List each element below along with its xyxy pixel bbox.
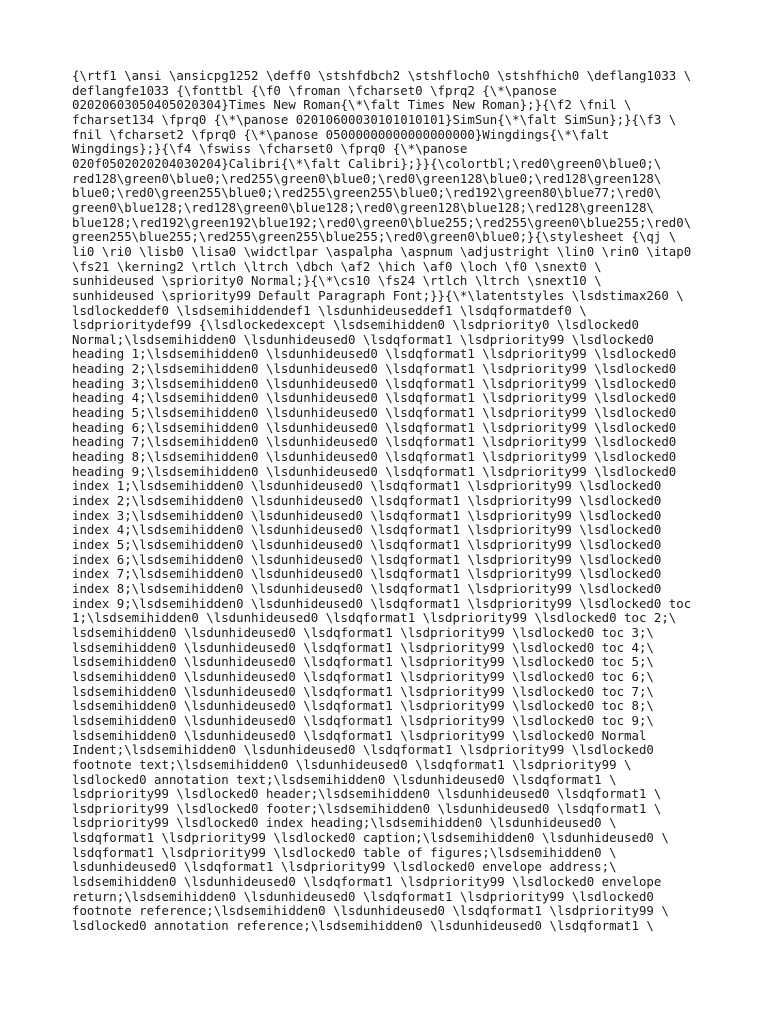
document-text-line: {\rtf1 \ansi \ansicpg1252 \deff0 \stshfdbch2 \stshfloch0 \stshfhich0 \deflang1033 \ xyxy=(72,68,692,83)
document-text-line: lsdpriority99 \lsdlocked0 footer;\lsdsemihidden0 \lsdunhideused0 \lsdqformat1 \ xyxy=(72,800,662,816)
document-text-line: green255\blue255;\red255\green255\blue255;\red0\green0\blue0;}{\stylesheet {\qj \ xyxy=(72,229,677,245)
document-text-line: sunhideused \spriority0 Normal;}{\*\cs10 \fs24 \rtlch \ltrch \snext10 \ xyxy=(72,273,602,289)
document-text-line: red128\green0\blue0;\red255\green0\blue0;\red0\green128\blue0;\red128\green128\ xyxy=(72,170,662,186)
document-text-line: heading 7;\lsdsemihidden0 \lsdunhideused0 \lsdqformat1 \lsdpriority99 \lsdlocked0 xyxy=(72,434,677,450)
document-text-line: index 4;\lsdsemihidden0 \lsdunhideused0 \lsdqformat1 \lsdpriority99 \lsdlocked0 xyxy=(72,522,662,538)
document-text-line: lsdpriority99 \lsdlocked0 header;\lsdsemihidden0 \lsdunhideused0 \lsdqformat1 \ xyxy=(72,786,662,802)
document-body xyxy=(72,69,708,934)
document-text-line: lsdunhideused0 \lsdqformat1 \lsdpriority99 \lsdlocked0 envelope address;\ xyxy=(72,859,617,875)
document-text-line: footnote text;\lsdsemihidden0 \lsdunhideused0 \lsdqformat1 \lsdpriority99 \ xyxy=(72,756,632,772)
document-text-line: index 1;\lsdsemihidden0 \lsdunhideused0 \lsdqformat1 \lsdpriority99 \lsdlocked0 xyxy=(72,478,662,494)
document-text-line: green0\blue128;\red128\green0\blue128;\red0\green128\blue128;\red128\green128\ xyxy=(72,199,654,215)
document-text-line: heading 4;\lsdsemihidden0 \lsdunhideused0 \lsdqformat1 \lsdpriority99 \lsdlocked0 xyxy=(72,390,677,406)
document-text-line: \fs21 \kerning2 \rtlch \ltrch \dbch \af2 \hich \af0 \loch \f0 \snext0 \ xyxy=(72,258,602,274)
document-text-line: heading 6;\lsdsemihidden0 \lsdunhideused0 \lsdqformat1 \lsdpriority99 \lsdlocked0 xyxy=(72,419,677,435)
document-text-line: footnote reference;\lsdsemihidden0 \lsdunhideused0 \lsdqformat1 \lsdpriority99 \ xyxy=(72,903,669,919)
document-text-line: fnil \fcharset2 \fprq0 {\*\panose 05000000000000000000}Wingdings{\*\falt xyxy=(72,126,610,142)
document-text-line: Normal;\lsdsemihidden0 \lsdunhideused0 \lsdqformat1 \lsdpriority99 \lsdlocked0 xyxy=(72,331,654,347)
document-text-line: index 8;\lsdsemihidden0 \lsdunhideused0 \lsdqformat1 \lsdpriority99 \lsdlocked0 xyxy=(72,580,662,596)
document-text-line: blue0;\red0\green255\blue0;\red255\green255\blue0;\red192\green80\blue77;\red0\ xyxy=(72,185,662,201)
document-text-line: deflangfe1033 {\fonttbl {\f0 \froman \fcharset0 \fprq2 {\*\panose xyxy=(72,82,557,98)
document-text-line: index 9;\lsdsemihidden0 \lsdunhideused0 \lsdqformat1 \lsdpriority99 \lsdlocked0 toc xyxy=(72,595,692,611)
document-text-line: 1;\lsdsemihidden0 \lsdunhideused0 \lsdqformat1 \lsdpriority99 \lsdlocked0 toc 2;\ xyxy=(72,610,677,626)
document-text-line: lsdpriority99 \lsdlocked0 index heading;\lsdsemihidden0 \lsdunhideused0 \ xyxy=(72,815,617,831)
document-text-line: lsdlockeddef0 \lsdsemihiddendef1 \lsdunhideuseddef1 \lsdqformatdef0 \ xyxy=(72,302,587,318)
document-text-line: blue128;\red192\green192\blue192;\red0\green0\blue255;\red255\green0\blue255;\red0\ xyxy=(72,214,692,230)
document-text-line: index 6;\lsdsemihidden0 \lsdunhideused0 \lsdqformat1 \lsdpriority99 \lsdlocked0 xyxy=(72,551,662,567)
document-text-line: return;\lsdsemihidden0 \lsdunhideused0 \lsdqformat1 \lsdpriority99 \lsdlocked0 xyxy=(72,888,654,904)
document-text-line: lsdsemihidden0 \lsdunhideused0 \lsdqformat1 \lsdpriority99 \lsdlocked0 envelope xyxy=(72,874,662,890)
document-text-line: lsdsemihidden0 \lsdunhideused0 \lsdqformat1 \lsdpriority99 \lsdlocked0 toc 7;\ xyxy=(72,683,654,699)
document-text-line: fcharset134 \fprq0 {\*\panose 02010600030101010101}SimSun{\*\falt SimSun};}{\f3 \ xyxy=(72,111,677,127)
document-text-line: index 5;\lsdsemihidden0 \lsdunhideused0 \lsdqformat1 \lsdpriority99 \lsdlocked0 xyxy=(72,537,662,552)
document-text-line: lsdsemihidden0 \lsdunhideused0 \lsdqformat1 \lsdpriority99 \lsdlocked0 Normal xyxy=(72,727,647,743)
document-text-line: sunhideused \spriority99 Default Paragraph Font;}}{\*\latentstyles \lsdstimax260 \ xyxy=(72,287,684,303)
document-text-line: lsdqformat1 \lsdpriority99 \lsdlocked0 table of figures;\lsdsemihidden0 \ xyxy=(72,844,617,860)
document-text-line: heading 1;\lsdsemihidden0 \lsdunhideused0 \lsdqformat1 \lsdpriority99 \lsdlocked0 xyxy=(72,346,677,362)
document-text-line: lsdsemihidden0 \lsdunhideused0 \lsdqformat1 \lsdpriority99 \lsdlocked0 toc 3;\ xyxy=(72,624,654,640)
document-text-line: Indent;\lsdsemihidden0 \lsdunhideused0 \lsdqformat1 \lsdpriority99 \lsdlocked0 xyxy=(72,742,654,758)
document-text-line: 02020603050405020304}Times New Roman{\*\falt Times New Roman};}{\f2 \fnil \ xyxy=(72,97,632,113)
document-text-line: heading 9;\lsdsemihidden0 \lsdunhideused0 \lsdqformat1 \lsdpriority99 \lsdlocked0 xyxy=(72,463,677,479)
document-text-line: lsdsemihidden0 \lsdunhideused0 \lsdqformat1 \lsdpriority99 \lsdlocked0 toc 9;\ xyxy=(72,712,654,728)
document-text-line: 020f0502020204030204}Calibri{\*\falt Calibri};}}{\colortbl;\red0\green0\blue0;\ xyxy=(72,155,662,171)
document-text-line: li0 \ri0 \lisb0 \lisa0 \widctlpar \aspalpha \aspnum \adjustright \lin0 \rin0 \itap0 xyxy=(72,243,692,259)
document-text-line: lsdqformat1 \lsdpriority99 \lsdlocked0 caption;\lsdsemihidden0 \lsdunhideused0 \ xyxy=(72,830,669,846)
document-text-line: heading 2;\lsdsemihidden0 \lsdunhideused0 \lsdqformat1 \lsdpriority99 \lsdlocked0 xyxy=(72,361,677,377)
document-text-line: lsdlocked0 annotation text;\lsdsemihidden0 \lsdunhideused0 \lsdqformat1 \ xyxy=(72,771,617,787)
document-text-line: heading 5;\lsdsemihidden0 \lsdunhideused0 \lsdqformat1 \lsdpriority99 \lsdlocked0 xyxy=(72,405,677,421)
document-text-line: index 7;\lsdsemihidden0 \lsdunhideused0 \lsdqformat1 \lsdpriority99 \lsdlocked0 xyxy=(72,566,662,582)
document-text-line: Wingdings};}{\f4 \fswiss \fcharset0 \fprq0 {\*\panose xyxy=(72,141,468,157)
document-text-line: lsdlocked0 annotation reference;\lsdsemihidden0 \lsdunhideused0 \lsdqformat1 \ xyxy=(72,918,654,934)
document-text-line: lsdprioritydef99 {\lsdlockedexcept \lsdsemihidden0 \lsdpriority0 \lsdlocked0 xyxy=(72,317,639,333)
document-text-line: index 3;\lsdsemihidden0 \lsdunhideused0 \lsdqformat1 \lsdpriority99 \lsdlocked0 xyxy=(72,507,662,523)
document-text-line: lsdsemihidden0 \lsdunhideused0 \lsdqformat1 \lsdpriority99 \lsdlocked0 toc 4;\ xyxy=(72,639,654,655)
document-text-line: lsdsemihidden0 \lsdunhideused0 \lsdqformat1 \lsdpriority99 \lsdlocked0 toc 5;\ xyxy=(72,654,654,670)
document-text-line: heading 3;\lsdsemihidden0 \lsdunhideused0 \lsdqformat1 \lsdpriority99 \lsdlocked0 xyxy=(72,375,677,391)
document-text-line: lsdsemihidden0 \lsdunhideused0 \lsdqformat1 \lsdpriority99 \lsdlocked0 toc 8;\ xyxy=(72,698,654,714)
document-text-line: index 2;\lsdsemihidden0 \lsdunhideused0 \lsdqformat1 \lsdpriority99 \lsdlocked0 xyxy=(72,493,662,509)
document-text-line: heading 8;\lsdsemihidden0 \lsdunhideused0 \lsdqformat1 \lsdpriority99 \lsdlocked0 xyxy=(72,449,677,465)
document-text-line: lsdsemihidden0 \lsdunhideused0 \lsdqformat1 \lsdpriority99 \lsdlocked0 toc 6;\ xyxy=(72,668,654,684)
